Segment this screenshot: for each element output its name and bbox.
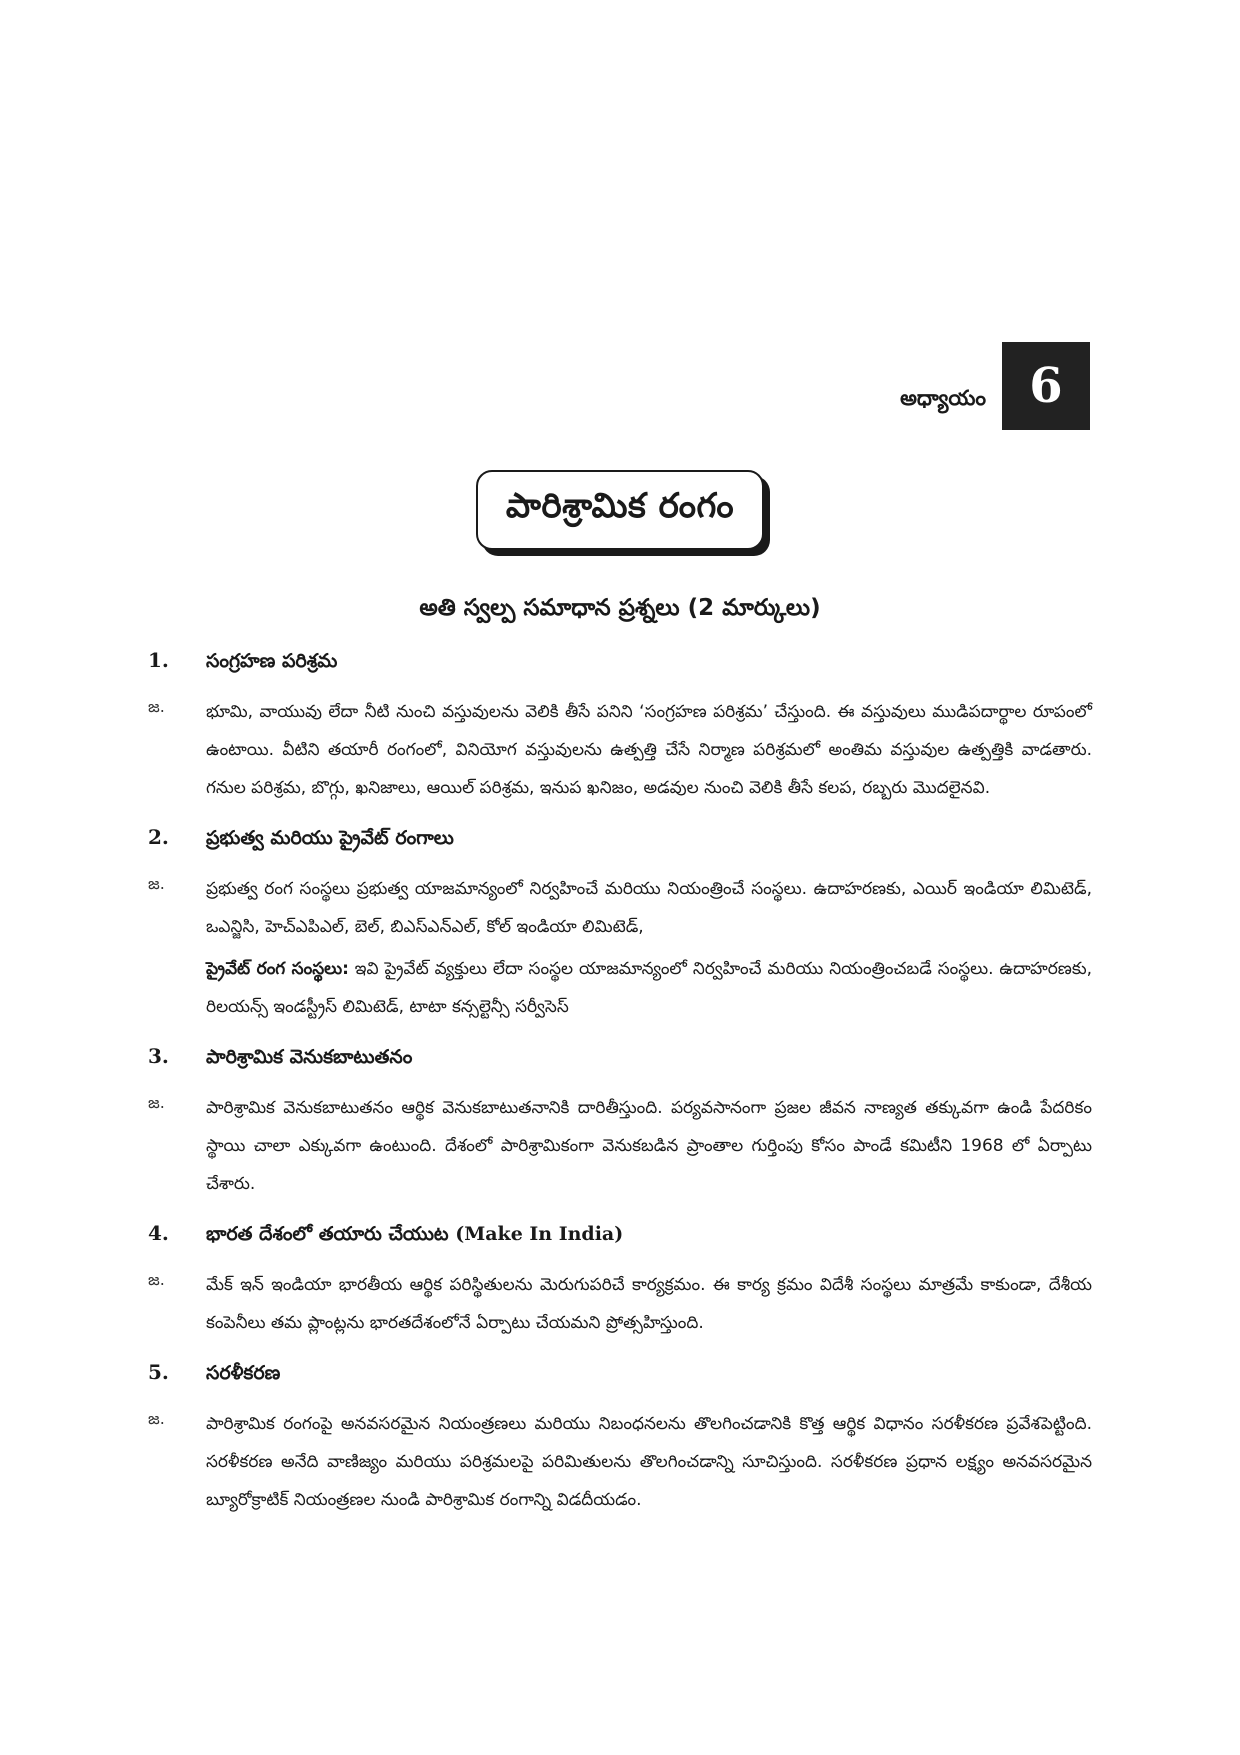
answer-paragraph: పారిశ్రామిక వెనుకబాటుతనం ఆర్థిక వెనుకబాటుతనానికి దారితీస్తుంది. పర్యవసానంగా ప్రజల జీవన నాణ్యత తక్కువగా ఉండి పేదరికం స్థాయి చాలా ఎక్కువగా ఉంటుంది. దేశంలో పారిశ్రామికంగా వెనుకబడిన ప్రాంతాల గుర్తింపు కోసం పాండే కమిటీని 1968 లో ఏర్పాటు చేశారు. [206, 1098, 1092, 1194]
answer-label: జ. [148, 874, 165, 893]
question-number: 3. [148, 1044, 169, 1068]
answer-paragraph-private [206, 950, 1092, 1026]
answer-label: జ. [148, 1409, 165, 1428]
question-number: 4. [148, 1221, 169, 1245]
answer-body [206, 1266, 1092, 1346]
question-title [206, 1223, 623, 1250]
qa-item-3 [148, 1044, 1092, 1207]
chapter-number-box [1002, 342, 1090, 430]
answer-paragraph: ప్రభుత్వ రంగ సంస్థలు ప్రభుత్వ యాజమాన్యంలో నిర్వహించే మరియు నియంత్రించే సంస్థలు. ఉదాహరణకు, ఎయిర్ ఇండియా లిమిటెడ్, ఒఎన్జిసి, హెచ్ఎపిఎల్, బెల్, బిఎస్ఎన్ఎల్, కోల్ ఇండియా లిమిటెడ్, [206, 879, 1092, 937]
question-title: పారిశ్రామిక వెనుకబాటుతనం [206, 1046, 413, 1068]
question-title: ప్రభుత్వ మరియు ప్రైవేట్ రంగాలు [206, 827, 454, 849]
chapter-title: పారిశ్రామిక రంగం [505, 486, 735, 526]
chapter-header [900, 342, 1090, 430]
answer-row [148, 1266, 1092, 1346]
bold-lead: ప్రైవేట్ రంగ సంస్థలు: [206, 959, 349, 979]
qa-list [148, 648, 1092, 1537]
answer-label: జ. [148, 697, 165, 716]
question-row [148, 825, 1092, 854]
answer-body [206, 693, 1092, 811]
question-title: సంగ్రహణ పరిశ్రమ [206, 650, 338, 672]
chapter-title-wrap [0, 470, 1240, 550]
answer-paragraph: పారిశ్రామిక రంగంపై అనవసరమైన నియంత్రణలు మరియు నిబంధనలను తొలగించడానికి కొత్త ఆర్థిక విధానం సరళీకరణ ప్రవేశపెట్టింది. సరళీకరణ అనేది వాణిజ్యం మరియు పరిశ్రమలపై పరిమితులను తొలగించడాన్ని సూచిస్తుంది. సరళీకరణ ప్రధాన లక్ష్యం అనవసరమైన బ్యూరోక్రాటిక్ నియంత్రణల నుండి పారిశ్రామిక రంగాన్ని విడదీయడం. [206, 1414, 1092, 1510]
answer-row [148, 693, 1092, 811]
question-row [148, 1221, 1092, 1250]
question-number: 2. [148, 825, 169, 849]
question-number: 1. [148, 648, 169, 672]
answer-body [206, 1405, 1092, 1523]
question-title-latin: (Make In India) [448, 1223, 624, 1245]
answer-paragraph: భూమి, వాయువు లేదా నీటి నుంచి వస్తువులను వెలికి తీసే పనిని ‘సంగ్రహణ పరిశ్రమ’ చేస్తుంది. ఈ వస్తువులు ముడిపదార్థాల రూపంలో ఉంటాయి. వీటిని తయారీ రంగంలో, వినియోగ వస్తువులను ఉత్పత్తి చేసే నిర్మాణ పరిశ్రమలో అంతిమ వస్తువుల ఉత్పత్తికి వాడతారు. గనుల పరిశ్రమ, బొగ్గు, ఖనిజాలు, ఆయిల్ పరిశ్రమ, ఇనుప ఖనిజం, అడవుల నుంచి వెలికి తీసే కలప, రబ్బరు మొదలైనవి. [206, 702, 1092, 798]
question-row [148, 648, 1092, 677]
section-heading: అతి స్వల్ప సమాధాన ప్రశ్నలు (2 మార్కులు) [419, 595, 821, 621]
question-title-telugu: భారత దేశంలో తయారు చేయుట [206, 1223, 449, 1245]
qa-item-4 [148, 1221, 1092, 1346]
question-row [148, 1360, 1092, 1389]
qa-item-1 [148, 648, 1092, 811]
bold-para-text: ఇవి ప్రైవేట్ వ్యక్తులు లేదా సంస్థల యాజమాన్యంలో నిర్వహించే మరియు నియంత్రించబడే సంస్థలు. ఉదాహరణకు, రిలయన్స్ ఇండస్ట్రీస్ లిమిటెడ్, టాటా కన్సల్టెన్సీ సర్వీసెస్ [206, 959, 1092, 1017]
qa-item-2 [148, 825, 1092, 1030]
answer-body [206, 870, 1092, 1030]
answer-row [148, 1089, 1092, 1207]
answer-row [148, 1405, 1092, 1523]
question-number: 5. [148, 1360, 169, 1384]
answer-body [206, 1089, 1092, 1207]
answer-label: జ. [148, 1270, 165, 1289]
answer-label: జ. [148, 1093, 165, 1112]
question-row [148, 1044, 1092, 1073]
answer-row [148, 870, 1092, 1030]
chapter-number: 6 [1029, 358, 1063, 414]
answer-paragraph: మేక్ ఇన్ ఇండియా భారతీయ ఆర్థిక పరిస్థితులను మెరుగుపరిచే కార్యక్రమం. ఈ కార్య క్రమం విదేశీ సంస్థలు మాత్రమే కాకుండా, దేశీయ కంపెనీలు తమ ప్లాంట్లను భారతదేశంలోనే ఏర్పాటు చేయమని ప్రోత్సహిస్తుంది. [206, 1275, 1092, 1333]
chapter-title-box [476, 470, 764, 550]
chapter-word: అధ్యాయం [900, 386, 986, 410]
qa-item-5 [148, 1360, 1092, 1523]
question-title: సరళీకరణ [206, 1362, 281, 1384]
